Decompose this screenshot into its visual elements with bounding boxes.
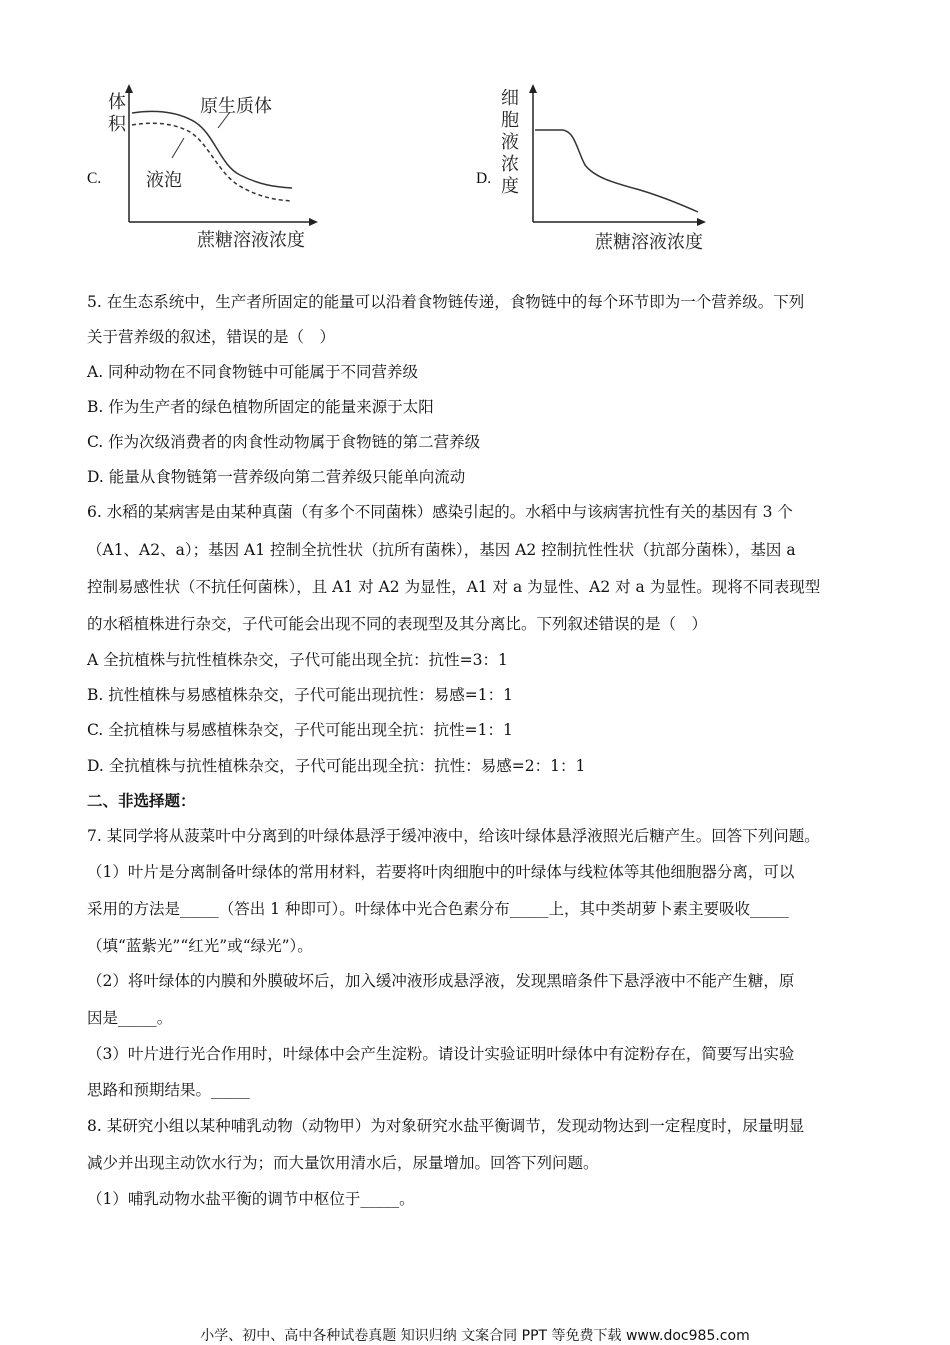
q6-option-c: C. 全抗植株与易感植株杂交，子代可能出现全抗：抗性=1：1 [87, 721, 513, 739]
y-axis-label-1: 体 [108, 92, 126, 113]
protoplast-label: 原生质体 [200, 96, 272, 117]
q7-part3-line-1: （3）叶片进行光合作用时，叶绿体中会产生淀粉。请设计实验证明叶绿体中有淀粉存在，简要写出实验 [87, 1045, 795, 1063]
y-axis-label-1: 细 [501, 88, 519, 109]
q5-option-d: D. 能量从食物链第一营养级向第二营养级只能单向流动 [87, 468, 466, 486]
q6-stem-line-4: 的水稻植株进行杂交，子代可能会出现不同的表现型及其分离比。下列叙述错误的是（ ） [87, 615, 708, 633]
q5-stem-line-1: 5. 在生态系统中，生产者所固定的能量可以沿着食物链传递，食物链中的每个环节即为一个营养级。下列 [87, 293, 805, 311]
figure-c-chart [80, 80, 320, 260]
y-axis-label-4: 浓 [501, 154, 519, 175]
q6-option-b: B. 抗性植株与易感植株杂交，子代可能出现抗性：易感=1：1 [87, 686, 513, 704]
q5-option-c: C. 作为次级消费者的肉食性动物属于食物链的第二营养级 [87, 433, 481, 451]
y-axis-arrow [529, 84, 537, 93]
figure-c [80, 80, 320, 260]
q6-option-a: A 全抗植株与抗性植株杂交，子代可能出现全抗：抗性=3：1 [87, 651, 508, 669]
y-axis-arrow [125, 84, 133, 93]
q6-stem-line-3: 控制易感性状（不抗任何菌株），且 A1 对 A2 为显性，A1 对 a 为显性、A2 对 a 为显性。现将不同表现型 [87, 578, 821, 596]
y-axis-label-2: 胞 [501, 110, 519, 131]
x-axis-label: 蔗糖溶液浓度 [197, 230, 305, 251]
q7-stem: 7. 某同学将从菠菜叶中分离到的叶绿体悬浮于缓冲液中，给该叶绿体悬浮液照光后糖产生。回答下列问题。 [87, 827, 820, 845]
y-axis-label-2: 积 [108, 114, 126, 135]
q7-part1-line-1: （1）叶片是分离制备叶绿体的常用材料，若要将叶肉细胞中的叶绿体与线粒体等其他细胞器分离，可以 [87, 863, 795, 881]
q8-part1: （1）哺乳动物水盐平衡的调节中枢位于_____。 [87, 1190, 415, 1208]
vacuole-label: 液泡 [146, 170, 182, 191]
figure-d-option-label: D. [476, 170, 492, 187]
cell-sap-curve [535, 130, 698, 212]
q8-stem-line-2: 减少并出现主动饮水行为；而大量饮用清水后，尿量增加。回答下列问题。 [87, 1154, 599, 1172]
q7-part1-line-3: （填“蓝紫光”“红光”或“绿光”）。 [87, 937, 313, 955]
q6-option-d: D. 全抗植株与抗性植株杂交，子代可能出现全抗：抗性：易感=2：1：1 [87, 757, 586, 775]
page-footer: 小学、初中、高中各种试卷真题 知识归纳 文案合同 PPT 等免费下载 www.doc985.com [200, 1328, 750, 1344]
x-axis-arrow [697, 218, 706, 226]
y-axis-label-5: 度 [501, 176, 519, 197]
x-axis-label: 蔗糖溶液浓度 [595, 232, 703, 253]
figure-d [495, 80, 725, 260]
q5-option-a: A. 同种动物在不同食物链中可能属于不同营养级 [87, 363, 419, 381]
figure-c-option-label: C. [87, 170, 102, 187]
section-heading: 二、非选择题： [87, 792, 196, 810]
q5-stem-line-2: 关于营养级的叙述，错误的是（ ） [87, 328, 336, 346]
q7-part2-line-2: 因是_____。 [87, 1009, 173, 1027]
vacuole-leader [172, 138, 184, 158]
q7-part1-line-2: 采用的方法是_____（答出 1 种即可）。叶绿体中光合色素分布_____上，其中类胡萝卜素主要吸收_____ [87, 900, 789, 918]
q5-option-b: B. 作为生产者的绿色植物所固定的能量来源于太阳 [87, 398, 434, 416]
figure-d-chart [495, 80, 725, 260]
q7-part2-line-1: （2）将叶绿体的内膜和外膜破坏后，加入缓冲液形成悬浮液，发现黑暗条件下悬浮液中不能产生糖，原 [87, 972, 795, 990]
q6-stem-line-1: 6. 水稻的某病害是由某种真菌（有多个不同菌株）感染引起的。水稻中与该病害抗性有关的基因有 3 个 [87, 503, 793, 521]
q7-part3-line-2: 思路和预期结果。_____ [87, 1081, 250, 1099]
q8-stem-line-1: 8. 某研究小组以某种哺乳动物（动物甲）为对象研究水盐平衡调节，发现动物达到一定程度时，尿量明显 [87, 1117, 805, 1135]
q6-stem-line-2: （A1、A2、a）；基因 A1 控制全抗性状（抗所有菌株），基因 A2 控制抗性性状（抗部分菌株），基因 a [87, 541, 796, 559]
y-axis-label-3: 液 [501, 132, 519, 153]
x-axis-arrow [309, 218, 318, 226]
